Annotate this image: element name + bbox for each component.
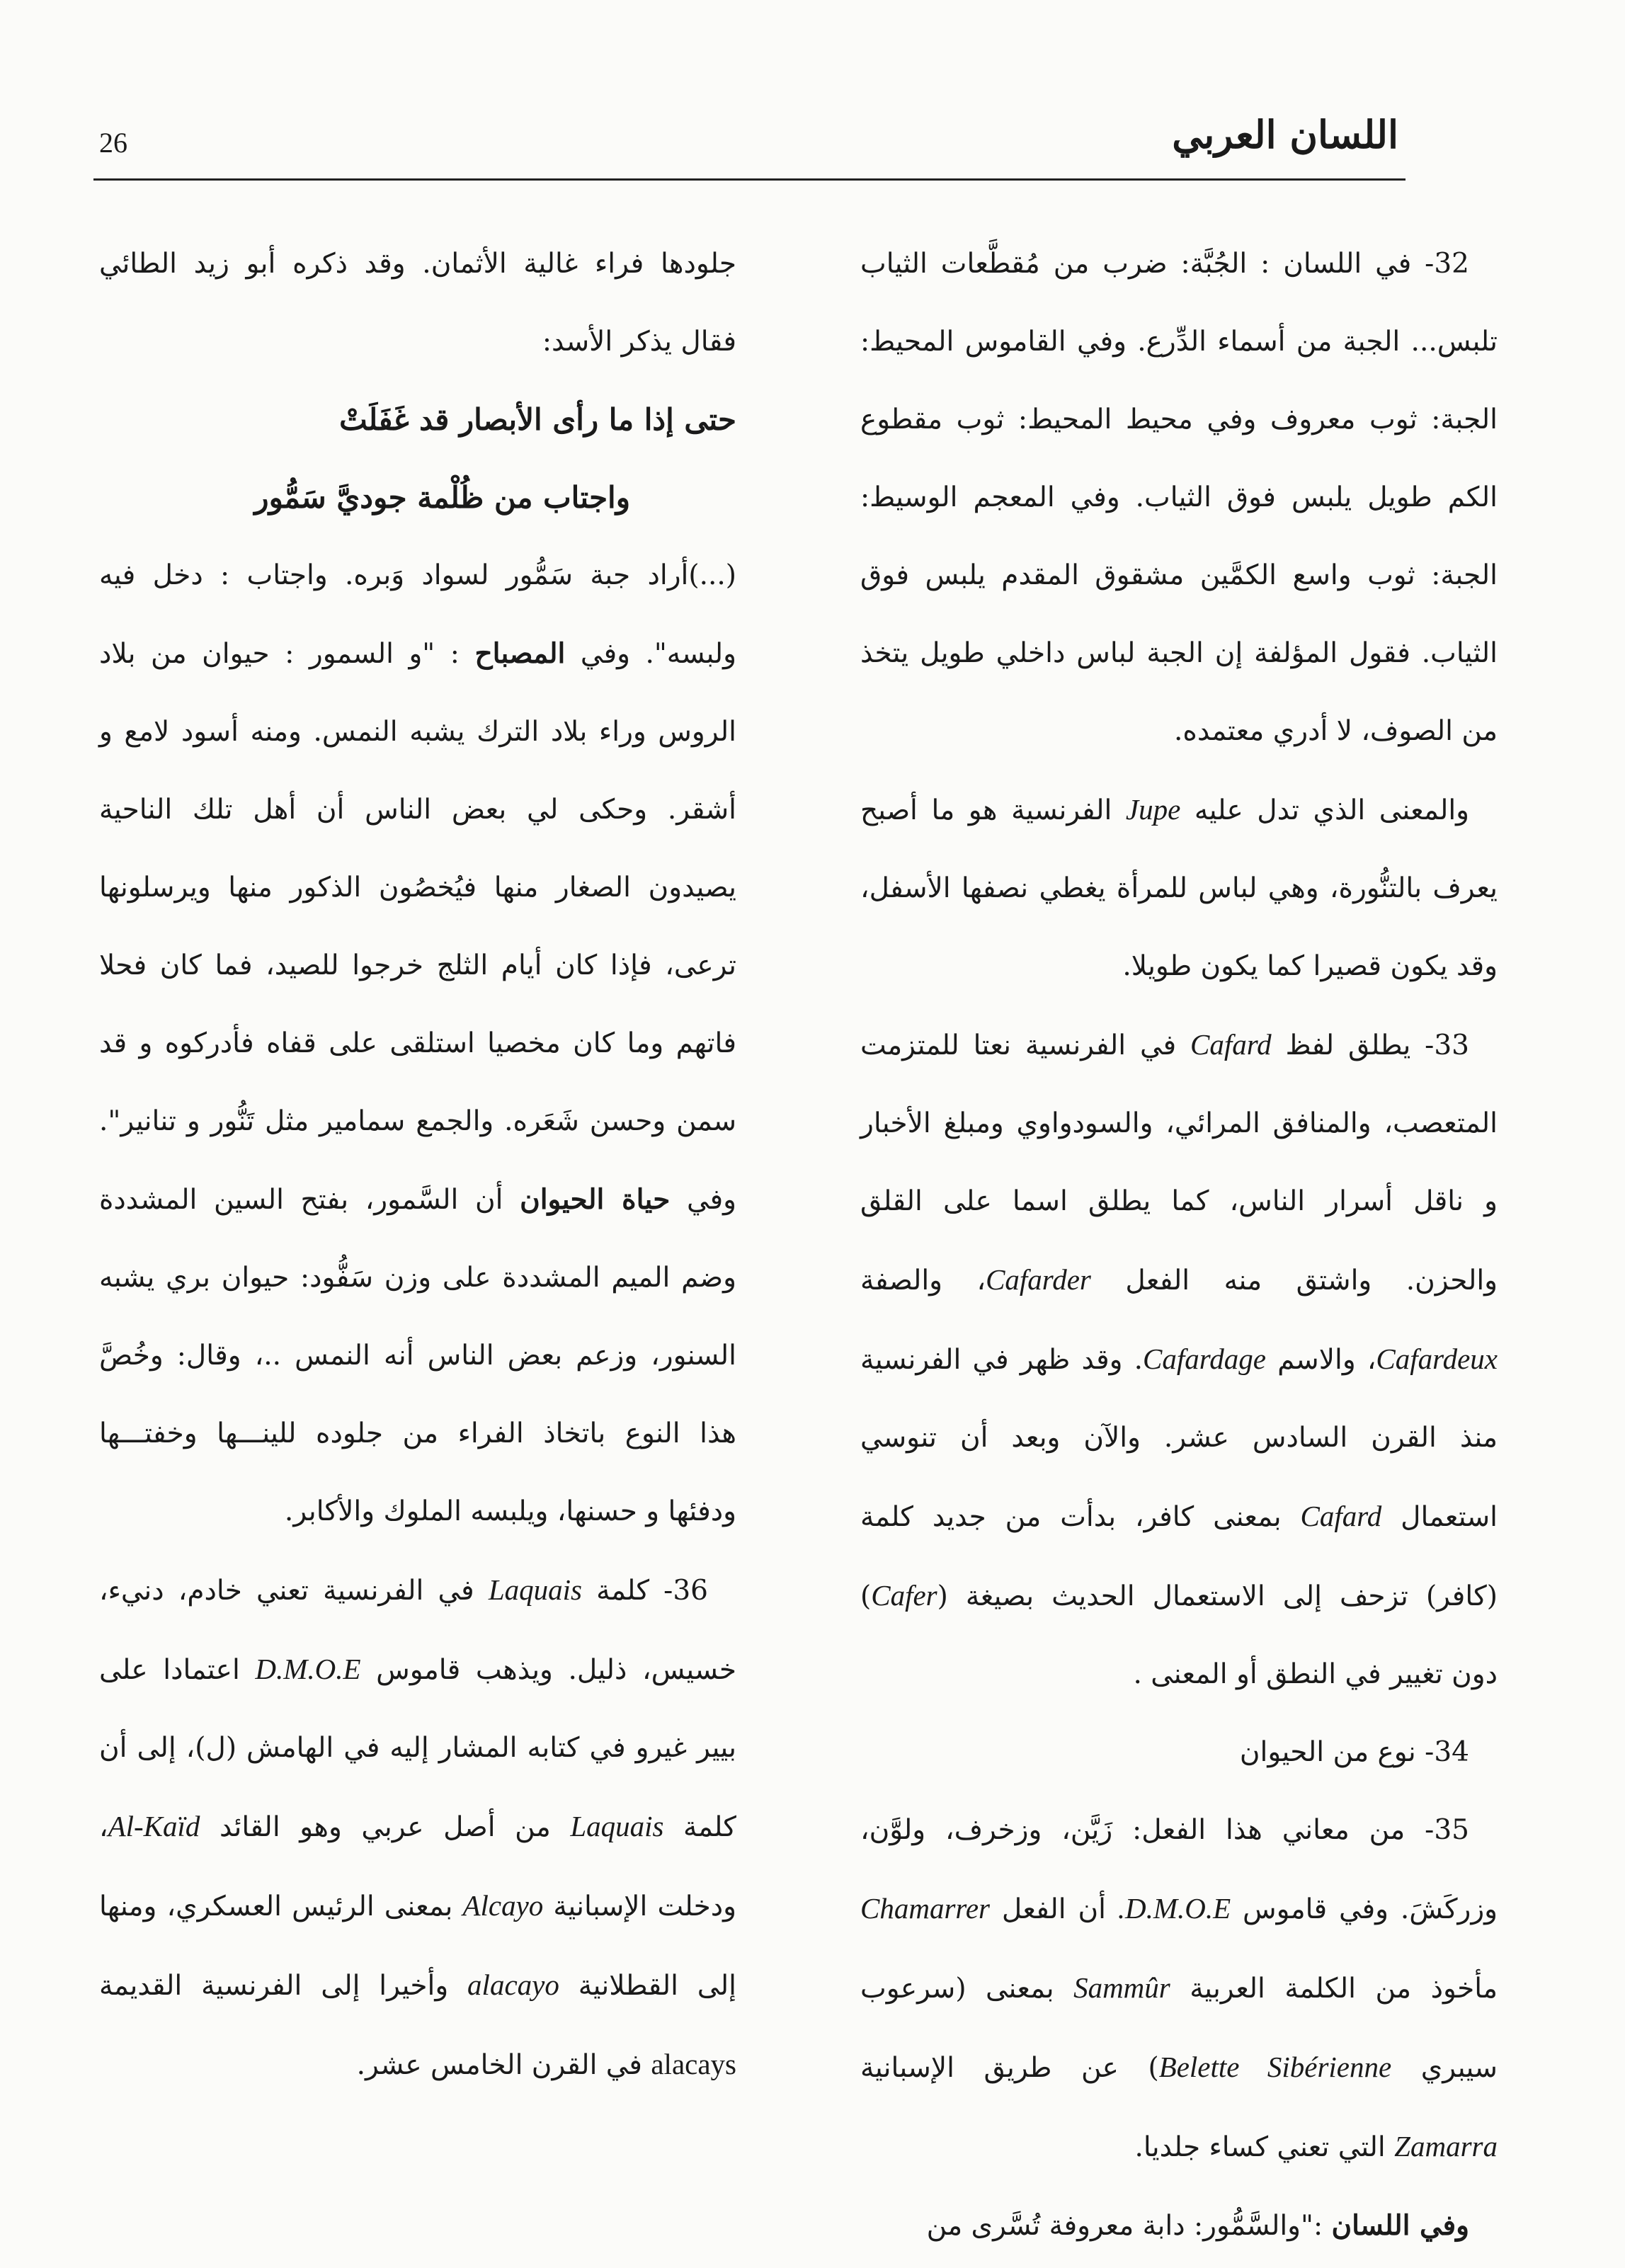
text: ، ودخلت الإسبانية: [99, 1811, 736, 1922]
text: 35- من معاني هذا الفعل: زَيَّن، وزخرف، ولوَّن، وزركَشَ. وفي قاموس: [860, 1814, 1498, 1925]
text: مأخوذ من الكلمة العربية: [1170, 1973, 1498, 2005]
latin-term: alacayo: [467, 1968, 559, 2001]
paragraph-34: 34- نوع من الحيوان: [1239, 1736, 1469, 1768]
text: في الفرنسية نعتا للمتزمت المتعصب، والمنافق المرائي، والسودواوي ومبلغ الأخبار و ناقل أسرار الناس، كما يطلق اسما على القلق والحزن. واشتق منه الفعل: [860, 1030, 1498, 1297]
paragraph-35: [860, 1791, 1498, 2187]
verse-line-1: حتى إذا ما رأى الأبصار قد غَفَلَتْ: [339, 402, 736, 437]
latin-term: D.M.O.E: [255, 1653, 361, 1685]
latin-term: Laquais: [570, 1810, 664, 1842]
text: بمعنى (سرعوب سيبري: [860, 1973, 1498, 2084]
paragraph-32: 32- في اللسان : الجُبَّة: ضرب من مُقطَّعات الثياب تلبس... الجبة من أسماء الدِّرع. وفي القاموس المحيط: الجبة: ثوب معروف وفي محيط المحيط: ثوب مقطوع الكم طويل يلبس فوق الثياب. وفي المعجم الوسيط: الجبة: ثوب واسع الكمَّين مشقوق المقدم يلبس فوق الثياب. فقول المؤلفة إن الجبة لباس داخلي طويل يتخذ من الصوف، لا أدري معتمده.: [860, 248, 1498, 747]
text: بمعنى كافر، بدأت من جديد كلمة (كافر) تزحف إلى الاستعمال الحديث بصيغة (: [860, 1501, 1498, 1612]
text: في الفرنسية تعني خادم، دنيء، خسيس، ذليل. ويذهب قاموس: [99, 1575, 736, 1686]
latin-term: Cafarder: [986, 1263, 1091, 1296]
text: أن السَّمور، بفتح السين المشددة وضم الميم المشددة على وزن سَفُّود: حيوان بري يشبه السنور، وزعم بعض الناس أنه النمس ..، وقال: وخُصَّ هذا النوع باتخاذ الفراء من جلوده للينـــها وخفتـــها ودفئها و حسنها، ويلبسه الملوك والأكابر.: [99, 1184, 736, 1527]
source-reference: حياة الحيوان: [520, 1183, 671, 1216]
text: :"والسَّمُّور: دابة معروفة تُسَّرى من: [926, 2210, 1332, 2242]
source-reference: المصباح: [474, 637, 566, 670]
paragraph-36: [99, 1551, 736, 2104]
text: أن الفعل: [990, 1893, 1118, 1925]
latin-term: Zamarra: [1394, 2130, 1498, 2162]
paragraph-continuation: جلودها فراء غالية الأثمان. وقد ذكره أبو زيد الطائي فقال يذكر الأسد:: [99, 248, 736, 358]
text: من أصل عربي وهو القائد: [200, 1811, 571, 1843]
text: : "و السمور : حيوان من بلاد الروس وراء بلاد الترك يشبه النمس. ومنه أسود لامع و أشقر. وحكى لي بعض الناس أن أهل تلك الناحية يصيدون الصغار منها فيُخصُون الذكور منها ويرسلونها ترعى، فإذا كان أيام الثلج خرجوا للصيد، فما كان فحلا فاتهم وما كان مخصيا استلقى على قفاه فأدركوه و قد سمن وحسن شَعَره. والجمع سمامير مثل تَنُّور و تنانير". وفي: [99, 638, 736, 1216]
latin-term: Laquais: [488, 1573, 582, 1606]
latin-term: Cafardage: [1143, 1343, 1266, 1375]
text: 36- كلمة: [581, 1575, 708, 1607]
text: (...)أراد جبة سَمُّور لسواد وَبره. واجتاب : دخل فيه ولبسه". وفي: [99, 559, 736, 670]
journal-title: اللسان العربي: [1172, 112, 1398, 157]
latin-term: alacays: [651, 2048, 736, 2080]
latin-term: Cafard: [1300, 1500, 1382, 1532]
text: اعتمادا على بيير غيرو في كتابه المشار إليه في الهامش (ل)، إلى أن كلمة: [99, 1654, 736, 1843]
paragraph-jupe: [860, 770, 1498, 1005]
latin-term: D.M.O.E.: [1117, 1892, 1231, 1925]
left-column: [99, 225, 736, 2104]
paragraph-sammur: [99, 537, 736, 1551]
page-number: 26: [99, 127, 127, 159]
text: التي تعني كساء جلديا.: [1134, 2131, 1395, 2163]
text: والمعنى الذي تدل عليه: [1180, 794, 1469, 826]
text: ) عن طريق الإسبانية: [860, 2052, 1159, 2084]
latin-term: Cafard: [1190, 1028, 1272, 1061]
latin-term: Cafer: [871, 1579, 937, 1612]
source-reference: وفي اللسان: [1331, 2209, 1469, 2242]
text: ، والاسم: [1265, 1344, 1376, 1376]
text: الفرنسية هو ما أصبح يعرف بالتنُّورة، وهي لباس للمرأة يغطي نصفها الأسفل، وقد يكون قصيرا كما يكون طويلا.: [860, 794, 1498, 982]
right-column: [860, 225, 1498, 2265]
latin-term: Sammûr: [1073, 1971, 1170, 2004]
text: ، والصفة: [860, 1265, 986, 1297]
header-rule: [93, 178, 1406, 181]
latin-term: Belette Sibérienne: [1158, 2051, 1392, 2083]
latin-term: Chamarrer: [860, 1892, 990, 1925]
latin-term: Alcayo: [462, 1889, 544, 1922]
paragraph-lisan: [860, 2187, 1498, 2265]
text: في القرن الخامس عشر.: [356, 2049, 651, 2081]
text: . وقد ظهر في الفرنسية منذ القرن السادس عشر. والآن وبعد أن تنوسي استعمال: [860, 1344, 1498, 1533]
text: 33- يطلق لفظ: [1271, 1030, 1469, 1061]
text: وأخيرا إلى الفرنسية القديمة: [99, 1970, 468, 2002]
latin-term: Al-Kaïd: [108, 1810, 200, 1842]
text: ) دون تغيير في النطق أو المعنى .: [860, 1580, 1498, 1690]
paragraph-33: [860, 1005, 1498, 1714]
verse-line-2: واجتاب من ظُلْمة جوديَّ سَمُّور: [254, 480, 630, 515]
latin-term: Jupe: [1125, 793, 1181, 826]
latin-term: Cafardeux: [1376, 1343, 1498, 1375]
text: بمعنى الرئيس العسكري، ومنها إلى القطلانية: [99, 1891, 737, 2002]
